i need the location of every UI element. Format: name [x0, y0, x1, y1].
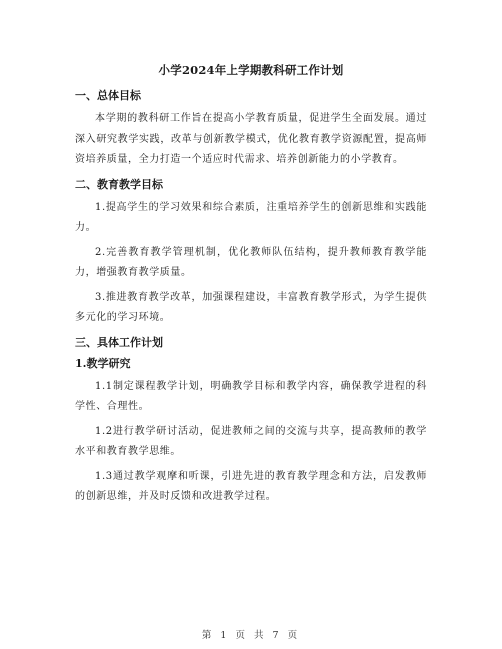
subsection-heading-teaching-research: 1.教学研究 — [75, 356, 131, 370]
paragraph-research-1-3: 1.3通过教学观摩和听课，引进先进的教育教学理念和方法，启发教师的创新思维，并及时反馈和改进教学过程。 — [75, 470, 427, 502]
document-title: 小学2024年上学期教科研工作计划 — [158, 63, 344, 77]
paragraph-teaching-goal-3: 3.推进教育教学改革，加强课程建设，丰富教育教学形式，为学生提供多元化的学习环境。 — [75, 291, 427, 323]
paragraph-teaching-goal-2: 2.完善教育教学管理机制，优化教师队伍结构，提升教师教育教学能力，增强教育教学质量。 — [75, 246, 427, 278]
paragraph-research-1-2: 1.2进行教学研讨活动，促进教师之间的交流与共享，提高教师的教学水平和教育教学思维。 — [75, 425, 427, 457]
page-number-footer: 第 1 页 共 7 页 — [201, 630, 301, 641]
section-heading-work-plan: 三、具体工作计划 — [75, 335, 163, 349]
section-heading-overall-goals: 一、总体目标 — [75, 89, 141, 102]
paragraph-research-1-1: 1.1制定课程教学计划，明确教学目标和教学内容，确保教学进程的科学性、合理性。 — [75, 380, 427, 412]
document-body — [75, 62, 427, 512]
paragraph-teaching-goal-1: 1.提高学生的学习效果和综合素质，注重培养学生的创新思维和实践能力。 — [75, 201, 427, 233]
section-heading-teaching-goals: 二、教育教学目标 — [75, 177, 163, 191]
paragraph-overall-goals: 本学期的教科研工作旨在提高小学教育质量，促进学生全面发展。通过深入研究教学实践，改革与创新教学模式，优化教育教学资源配置，提高师资培养质量，全力打造一个适应时代需求、培养创新能力的小学教育。 — [75, 113, 427, 165]
